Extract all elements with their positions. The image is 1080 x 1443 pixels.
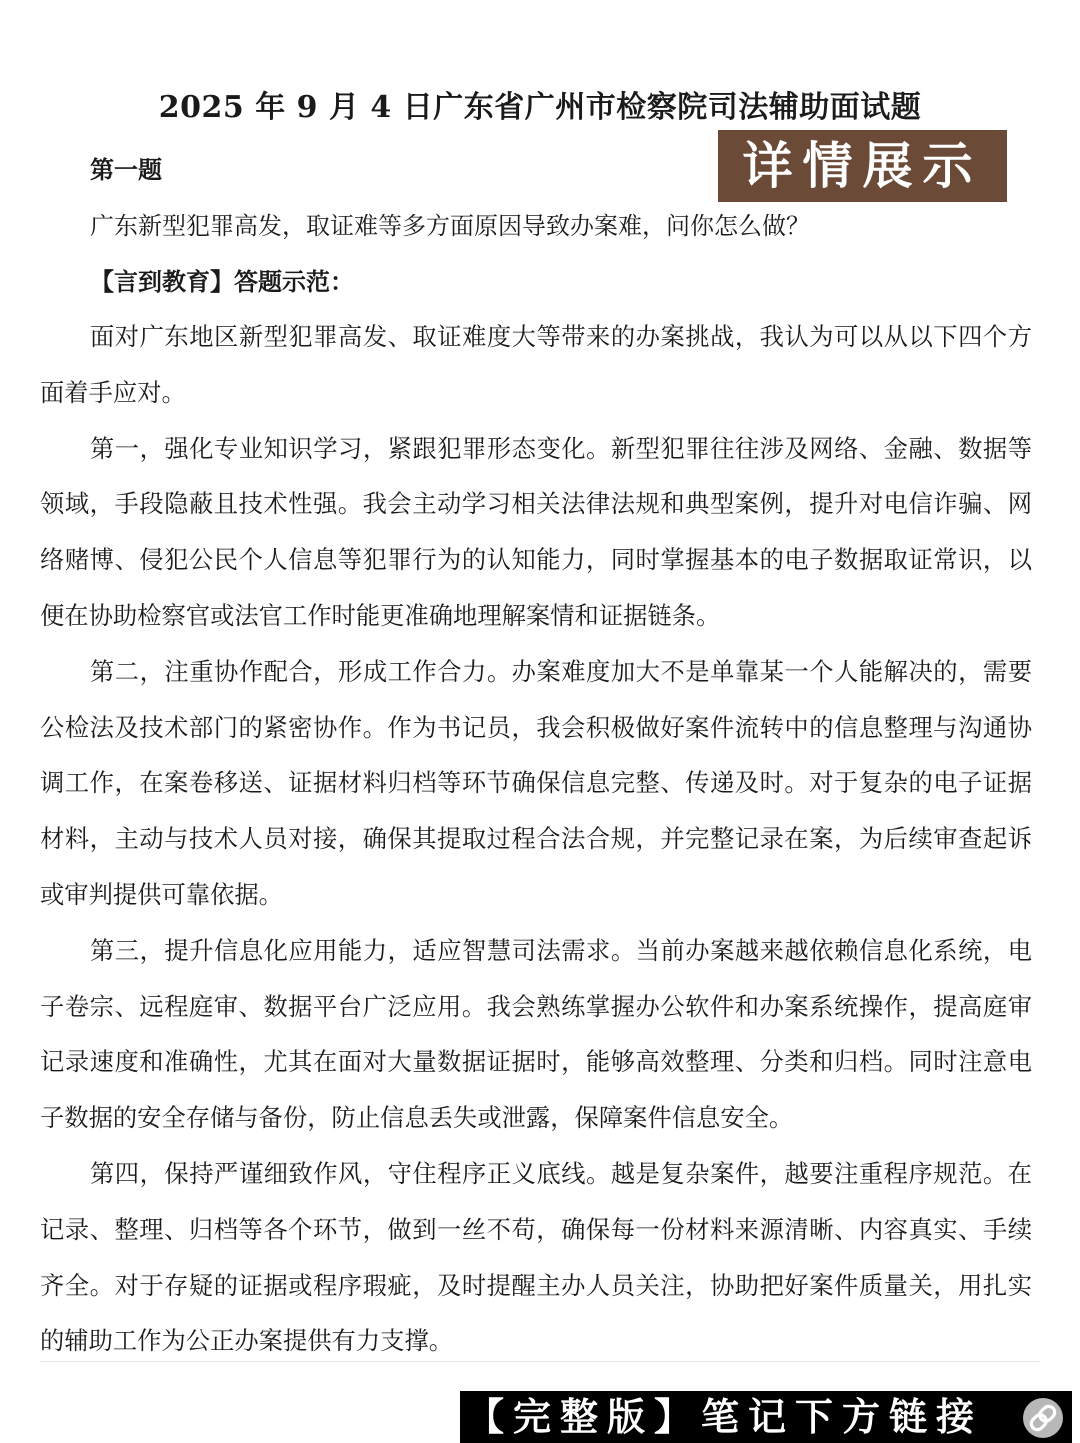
answer-paragraph-4: 第四，保持严谨细致作风，守住程序正义底线。越是复杂案件，越要注重程序规范。在记录、整理、归档等各个环节，做到一丝不苟，确保每一份材料来源清晰、内容真实、手续齐全。对于存疑的证据或程序瑕疵，及时提醒主办人员关注，协助把好案件质量关，用扎实的辅助工作为公正办案提供有力支撑。 — [40, 1158, 1032, 1356]
answer-paragraph-3: 第三，提升信息化应用能力，适应智慧司法需求。当前办案越来越依赖信息化系统，电子卷宗、远程庭审、数据平台广泛应用。我会熟练掌握办公软件和办案系统操作，提高庭审记录速度和准确性，尤其在面对大量数据证据时，能够高效整理、分类和归档。同时注意电子数据的安全存储与备份，防止信息丢失或泄露，保障案件信息安全。 — [40, 935, 1032, 1133]
question-text: 广东新型犯罪高发，取证难等多方面原因导致办案难，问你怎么做？ — [90, 212, 810, 240]
answer-heading: 【言到教育】答题示范： — [90, 267, 354, 296]
answer-paragraph-2: 第二，注重协作配合，形成工作合力。办案难度加大不是单靠某一个人能解决的，需要公检法及技术部门的紧密协作。作为书记员，我会积极做好案件流转中的信息整理与沟通协调工作，在案卷移送、证据材料归档等环节确保信息完整、传递及时。对于复杂的电子证据材料，主动与技术人员对接，确保其提取过程合法合规，并完整记录在案，为后续审查起诉或审判提供可靠依据。 — [40, 656, 1032, 909]
full-version-banner[interactable] — [460, 1391, 1072, 1443]
divider — [40, 1361, 1040, 1362]
answer-paragraph-intro: 面对广东地区新型犯罪高发、取证难度大等带来的办案挑战，我认为可以从以下四个方面着手应对。 — [40, 322, 1032, 407]
link-icon[interactable] — [1022, 1397, 1064, 1439]
question-heading: 第一题 — [90, 155, 162, 184]
answer-body — [40, 309, 1032, 1369]
answer-paragraph-1: 第一，强化专业知识学习，紧跟犯罪形态变化。新型犯罪往往涉及网络、金融、数据等领域，手段隐蔽且技术性强。我会主动学习相关法律法规和典型案例，提升对电信诈骗、网络赌博、侵犯公民个人信息等犯罪行为的认知能力，同时掌握基本的电子数据取证常识，以便在协助检察官或法官工作时能更准确地理解案情和证据链条。 — [40, 433, 1032, 630]
full-version-banner-text: 【完整版】笔记下方链接 — [466, 1395, 984, 1439]
page-title: 2025 年 9 月 4 日广东省广州市检察院司法辅助面试题 — [158, 90, 922, 125]
details-badge: 详情展示 — [718, 130, 1007, 202]
